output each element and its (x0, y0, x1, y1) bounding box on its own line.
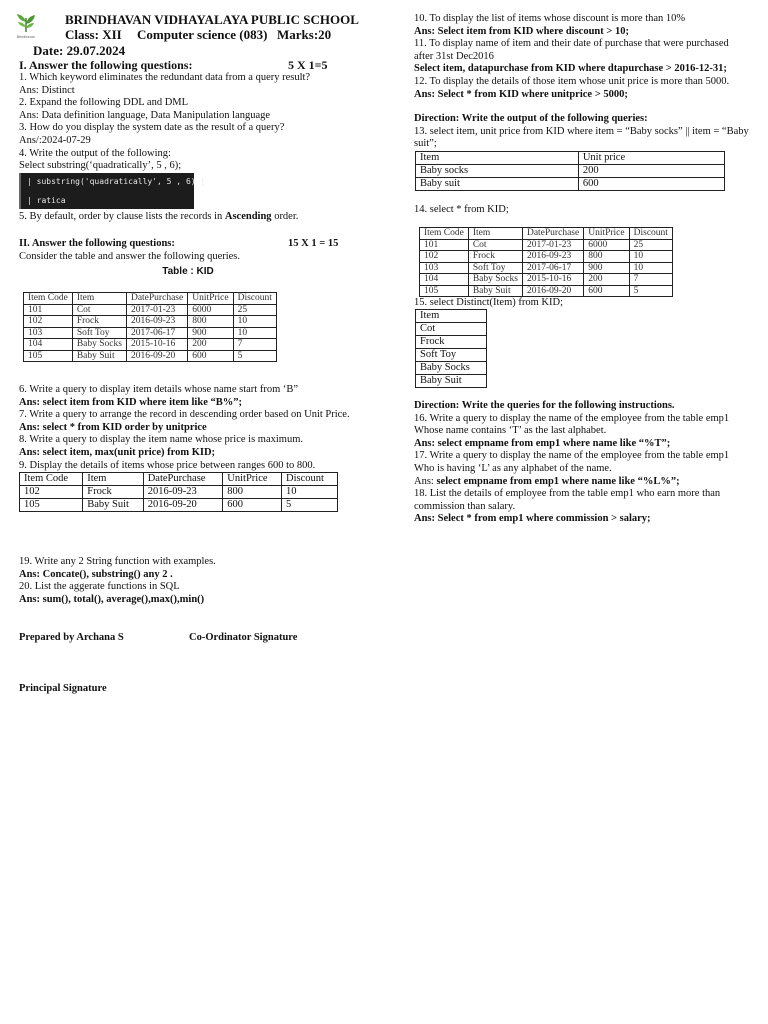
q5-end: order. (271, 210, 299, 222)
table-cell: Baby Socks (468, 274, 522, 286)
table-cell: 2017-01-23 (126, 304, 187, 316)
a19: Ans: Concate(), substring() any 2 . (19, 568, 173, 580)
table-cell: 6000 (188, 304, 233, 316)
table-cell: Baby Suit (83, 499, 143, 512)
table-header-cell: UnitPrice (188, 293, 233, 305)
table-row (20, 486, 338, 499)
q13-cont: suit”; (414, 138, 437, 150)
table-row (416, 336, 487, 349)
table-cell: 103 (420, 262, 469, 274)
q17-cont: Who is having ‘L’ as any alphabet of the name. (414, 462, 612, 474)
table-cell: 103 (24, 327, 73, 339)
code-output-box (19, 173, 206, 209)
table-cell: 105 (20, 499, 83, 512)
table-cell: 2017-06-17 (522, 262, 583, 274)
table-cell: 2016-09-23 (522, 251, 583, 263)
section2-heading (19, 238, 357, 251)
table-row (24, 350, 277, 362)
table-row (24, 327, 277, 339)
table-cell: Cot (416, 323, 487, 336)
a18: Ans: Select * from emp1 where commission > salary; (414, 513, 651, 525)
table-cell: 2017-01-23 (522, 239, 583, 251)
logo-caption: Brindhavan (16, 35, 36, 39)
table-cell: 800 (188, 316, 233, 328)
table-cell: 200 (188, 339, 233, 351)
table-cell: Cot (72, 304, 126, 316)
q14-table (419, 227, 673, 297)
table-row (20, 499, 338, 512)
table-cell: Frock (83, 486, 143, 499)
table-cell: 2016-09-23 (126, 316, 187, 328)
table-cell: 5 (629, 285, 672, 297)
table-cell: 105 (24, 350, 73, 362)
table-header-row (20, 473, 338, 486)
table-cell: Frock (416, 336, 487, 349)
table-cell: 2015-10-16 (522, 274, 583, 286)
a6: Ans: select item from KID where item like “B%”; (19, 396, 242, 408)
table-cell: 10 (629, 251, 672, 263)
table-header-cell: DatePurchase (126, 293, 187, 305)
q9-table (19, 472, 338, 512)
table-cell: Frock (72, 316, 126, 328)
q3: 3. How do you display the system date as the result of a query? (19, 122, 285, 134)
section2-intro: Consider the table and answer the following queries. (19, 250, 241, 262)
q12: 12. To display the details of those item whose unit price is more than 5000. (414, 75, 730, 87)
class-label: Class: XII (65, 27, 122, 42)
table-cell: 25 (629, 239, 672, 251)
a17 (414, 476, 764, 489)
table-header-cell: Item Code (24, 293, 73, 305)
prepared-by: Prepared by Archana S (19, 632, 124, 643)
table-header-cell: Item (416, 151, 579, 164)
table-cell: 800 (223, 486, 282, 499)
q16-cont: Whose name contains ‘T’ as the last alphabet. (414, 425, 607, 437)
table-cell: 10 (282, 486, 338, 499)
table-cell: 10 (233, 327, 276, 339)
q20: 20. List the aggerate functions in SQL (19, 581, 180, 593)
table-row (420, 239, 673, 251)
table-cell: Baby Socks (72, 339, 126, 351)
table-cell: 2016-09-20 (143, 499, 223, 512)
q7: 7. Write a query to arrange the record in descending order based on Unit Price. (19, 409, 350, 421)
table-cell: 6000 (584, 239, 629, 251)
table-cell: 5 (282, 499, 338, 512)
table-cell: 2017-06-17 (126, 327, 187, 339)
table-row (420, 285, 673, 297)
table-header-cell: Discount (233, 293, 276, 305)
q5 (19, 211, 357, 224)
table-cell: 102 (420, 251, 469, 263)
table-header-row (24, 293, 277, 305)
a7: Ans: select * from KID order by unitprice (19, 421, 207, 433)
table-cell: Baby Suit (468, 285, 522, 297)
table-header-cell: DatePurchase (522, 228, 583, 240)
table-cell: Frock (468, 251, 522, 263)
a17-text: select empname from emp1 where name like “%L%”; (436, 475, 680, 487)
table-header-cell: Item (468, 228, 522, 240)
q4-query: Select substring(‘quadratically’, 5 , 6); (19, 160, 182, 172)
q10: 10. To display the list of items whose discount is more than 10% (414, 13, 686, 24)
exam-date: Date: 29.07.2024 (33, 43, 126, 58)
table-cell: 7 (629, 274, 672, 286)
section1-title: I. Answer the following questions: (19, 58, 193, 72)
a20: Ans: sum(), total(), average(),max(),min() (19, 593, 205, 605)
q6: 6. Write a query to display item details whose name start from ‘B” (19, 384, 299, 395)
q13: 13. select item, unit price from KID where item = “Baby socks” || item = “Baby (414, 125, 749, 137)
table-cell: Baby suit (416, 177, 579, 190)
table-header-cell: UnitPrice (584, 228, 629, 240)
q13-table (415, 151, 725, 191)
a10: Ans: Select item from KID where discount > 10; (414, 25, 629, 37)
table-cell: 600 (223, 499, 282, 512)
q11: 11. To display name of item and their date of purchase that were purchased (414, 38, 729, 50)
table-cell: 200 (584, 274, 629, 286)
q15-table (415, 309, 487, 388)
q1: 1. Which keyword eliminates the redundant data from a query result? (19, 72, 311, 83)
table-cell: 600 (188, 350, 233, 362)
table-header-cell: Item (416, 310, 487, 323)
table-cell: Cot (468, 239, 522, 251)
table-cell: 2016-09-20 (126, 350, 187, 362)
table-header-row (416, 310, 487, 323)
kid-table (23, 292, 277, 362)
table-row (416, 375, 487, 388)
table-header-cell: Item Code (20, 473, 83, 486)
q15: 15. select Distinct(Item) from KID; (414, 297, 563, 308)
q5-bold: Ascending (224, 210, 272, 222)
table-row (416, 362, 487, 375)
table-cell: 800 (584, 251, 629, 263)
subject-label: Computer science (083) (137, 27, 268, 42)
table-row (24, 304, 277, 316)
q19: 19. Write any 2 String function with examples. (19, 556, 216, 567)
table-cell: 200 (578, 164, 724, 177)
table-header-cell: Item (83, 473, 143, 486)
a11: Select item, datapurchase from KID where dtapurchase > 2016-12-31; (414, 63, 727, 75)
q4: 4. Write the output of the following: (19, 147, 171, 159)
table-header-cell: Item (72, 293, 126, 305)
a1: Ans: Distinct (19, 84, 75, 96)
school-logo (13, 12, 39, 40)
q8: 8. Write a query to display the item name whose price is maximum. (19, 434, 303, 446)
q5-text: 5. By default, order by clause lists the records in (19, 210, 225, 222)
table-row (416, 349, 487, 362)
a8: Ans: select item, max(unit price) from KID; (19, 446, 216, 458)
a3: Ans/:2024-07-29 (19, 134, 91, 146)
table-row (420, 251, 673, 263)
table-header-row (416, 151, 725, 164)
code-output-header: | substring('quadratically', 5 , 6) | (27, 176, 206, 186)
table-cell: 25 (233, 304, 276, 316)
marks-label: Marks:20 (277, 27, 332, 42)
table-cell: 5 (233, 350, 276, 362)
a16: Ans: select empname from emp1 where name like “%T”; (414, 437, 671, 449)
a2: Ans: Data definition language, Data Manipulation language (19, 109, 271, 121)
table-cell: 104 (24, 339, 73, 351)
table-header-row (420, 228, 673, 240)
section1-marks: 5 X 1=5 (288, 58, 328, 72)
table-cell: Baby Suit (72, 350, 126, 362)
table-header-cell: Discount (629, 228, 672, 240)
a17-prefix: Ans: (414, 475, 437, 487)
q14: 14. select * from KID; (414, 204, 509, 215)
table-header-cell: UnitPrice (223, 473, 282, 486)
q9: 9. Display the details of items whose price between ranges 600 to 800. (19, 459, 316, 471)
principal-signature: Principal Signature (19, 683, 107, 694)
table-cell: Baby socks (416, 164, 579, 177)
table-cell: 104 (420, 274, 469, 286)
table-cell: 2016-09-23 (143, 486, 223, 499)
table-cell: Soft Toy (468, 262, 522, 274)
table-cell: 600 (584, 285, 629, 297)
section1-heading (19, 58, 357, 72)
q18-cont: commission than salary. (414, 500, 516, 512)
table-row (416, 323, 487, 336)
school-name: BRINDHAVAN VIDHAYALAYA PUBLIC SCHOOL (65, 12, 359, 27)
table-cell: 102 (24, 316, 73, 328)
table-kid-title: Table : KID (162, 266, 214, 278)
table-cell: 10 (233, 316, 276, 328)
table-row (416, 177, 725, 190)
code-output-result: | ratica (27, 195, 66, 205)
q16: 16. Write a query to display the name of the employee from the table emp1 (414, 412, 730, 424)
table-cell: Soft Toy (416, 349, 487, 362)
table-cell: 101 (24, 304, 73, 316)
table-cell: Soft Toy (72, 327, 126, 339)
table-row (420, 262, 673, 274)
table-header-cell: DatePurchase (143, 473, 223, 486)
table-cell: 2016-09-20 (522, 285, 583, 297)
class-line (65, 27, 365, 42)
table-header-cell: Unit price (578, 151, 724, 164)
table-cell: 105 (420, 285, 469, 297)
table-header-cell: Discount (282, 473, 338, 486)
table-cell: 900 (188, 327, 233, 339)
table-cell: 7 (233, 339, 276, 351)
table-cell: Baby Suit (416, 375, 487, 388)
signatures-row (19, 632, 357, 645)
direction-queries: Direction: Write the queries for the following instructions. (414, 400, 675, 411)
table-row (416, 164, 725, 177)
table-row (24, 316, 277, 328)
coordinator-signature: Co-Ordinator Signature (189, 632, 298, 643)
section2-title: II. Answer the following questions: (19, 238, 175, 249)
table-cell: 102 (20, 486, 83, 499)
table-row (24, 339, 277, 351)
table-cell: 10 (629, 262, 672, 274)
table-cell: 101 (420, 239, 469, 251)
table-cell: 900 (584, 262, 629, 274)
table-cell: 600 (578, 177, 724, 190)
q18: 18. List the details of employee from the table emp1 who earn more than (414, 488, 721, 500)
direction-output: Direction: Write the output of the following queries: (414, 113, 648, 125)
table-row (420, 274, 673, 286)
table-cell: 2015-10-16 (126, 339, 187, 351)
table-cell: Baby Socks (416, 362, 487, 375)
q2: 2. Expand the following DDL and DML (19, 97, 189, 109)
section2-marks: 15 X 1 = 15 (288, 238, 339, 249)
q11-cont: after 31st Dec2016 (414, 50, 494, 62)
table-header-cell: Item Code (420, 228, 469, 240)
q17: 17. Write a query to display the name of the employee from the table emp1 (414, 450, 730, 462)
a12: Ans: Select * from KID where unitprice > 5000; (414, 88, 628, 100)
